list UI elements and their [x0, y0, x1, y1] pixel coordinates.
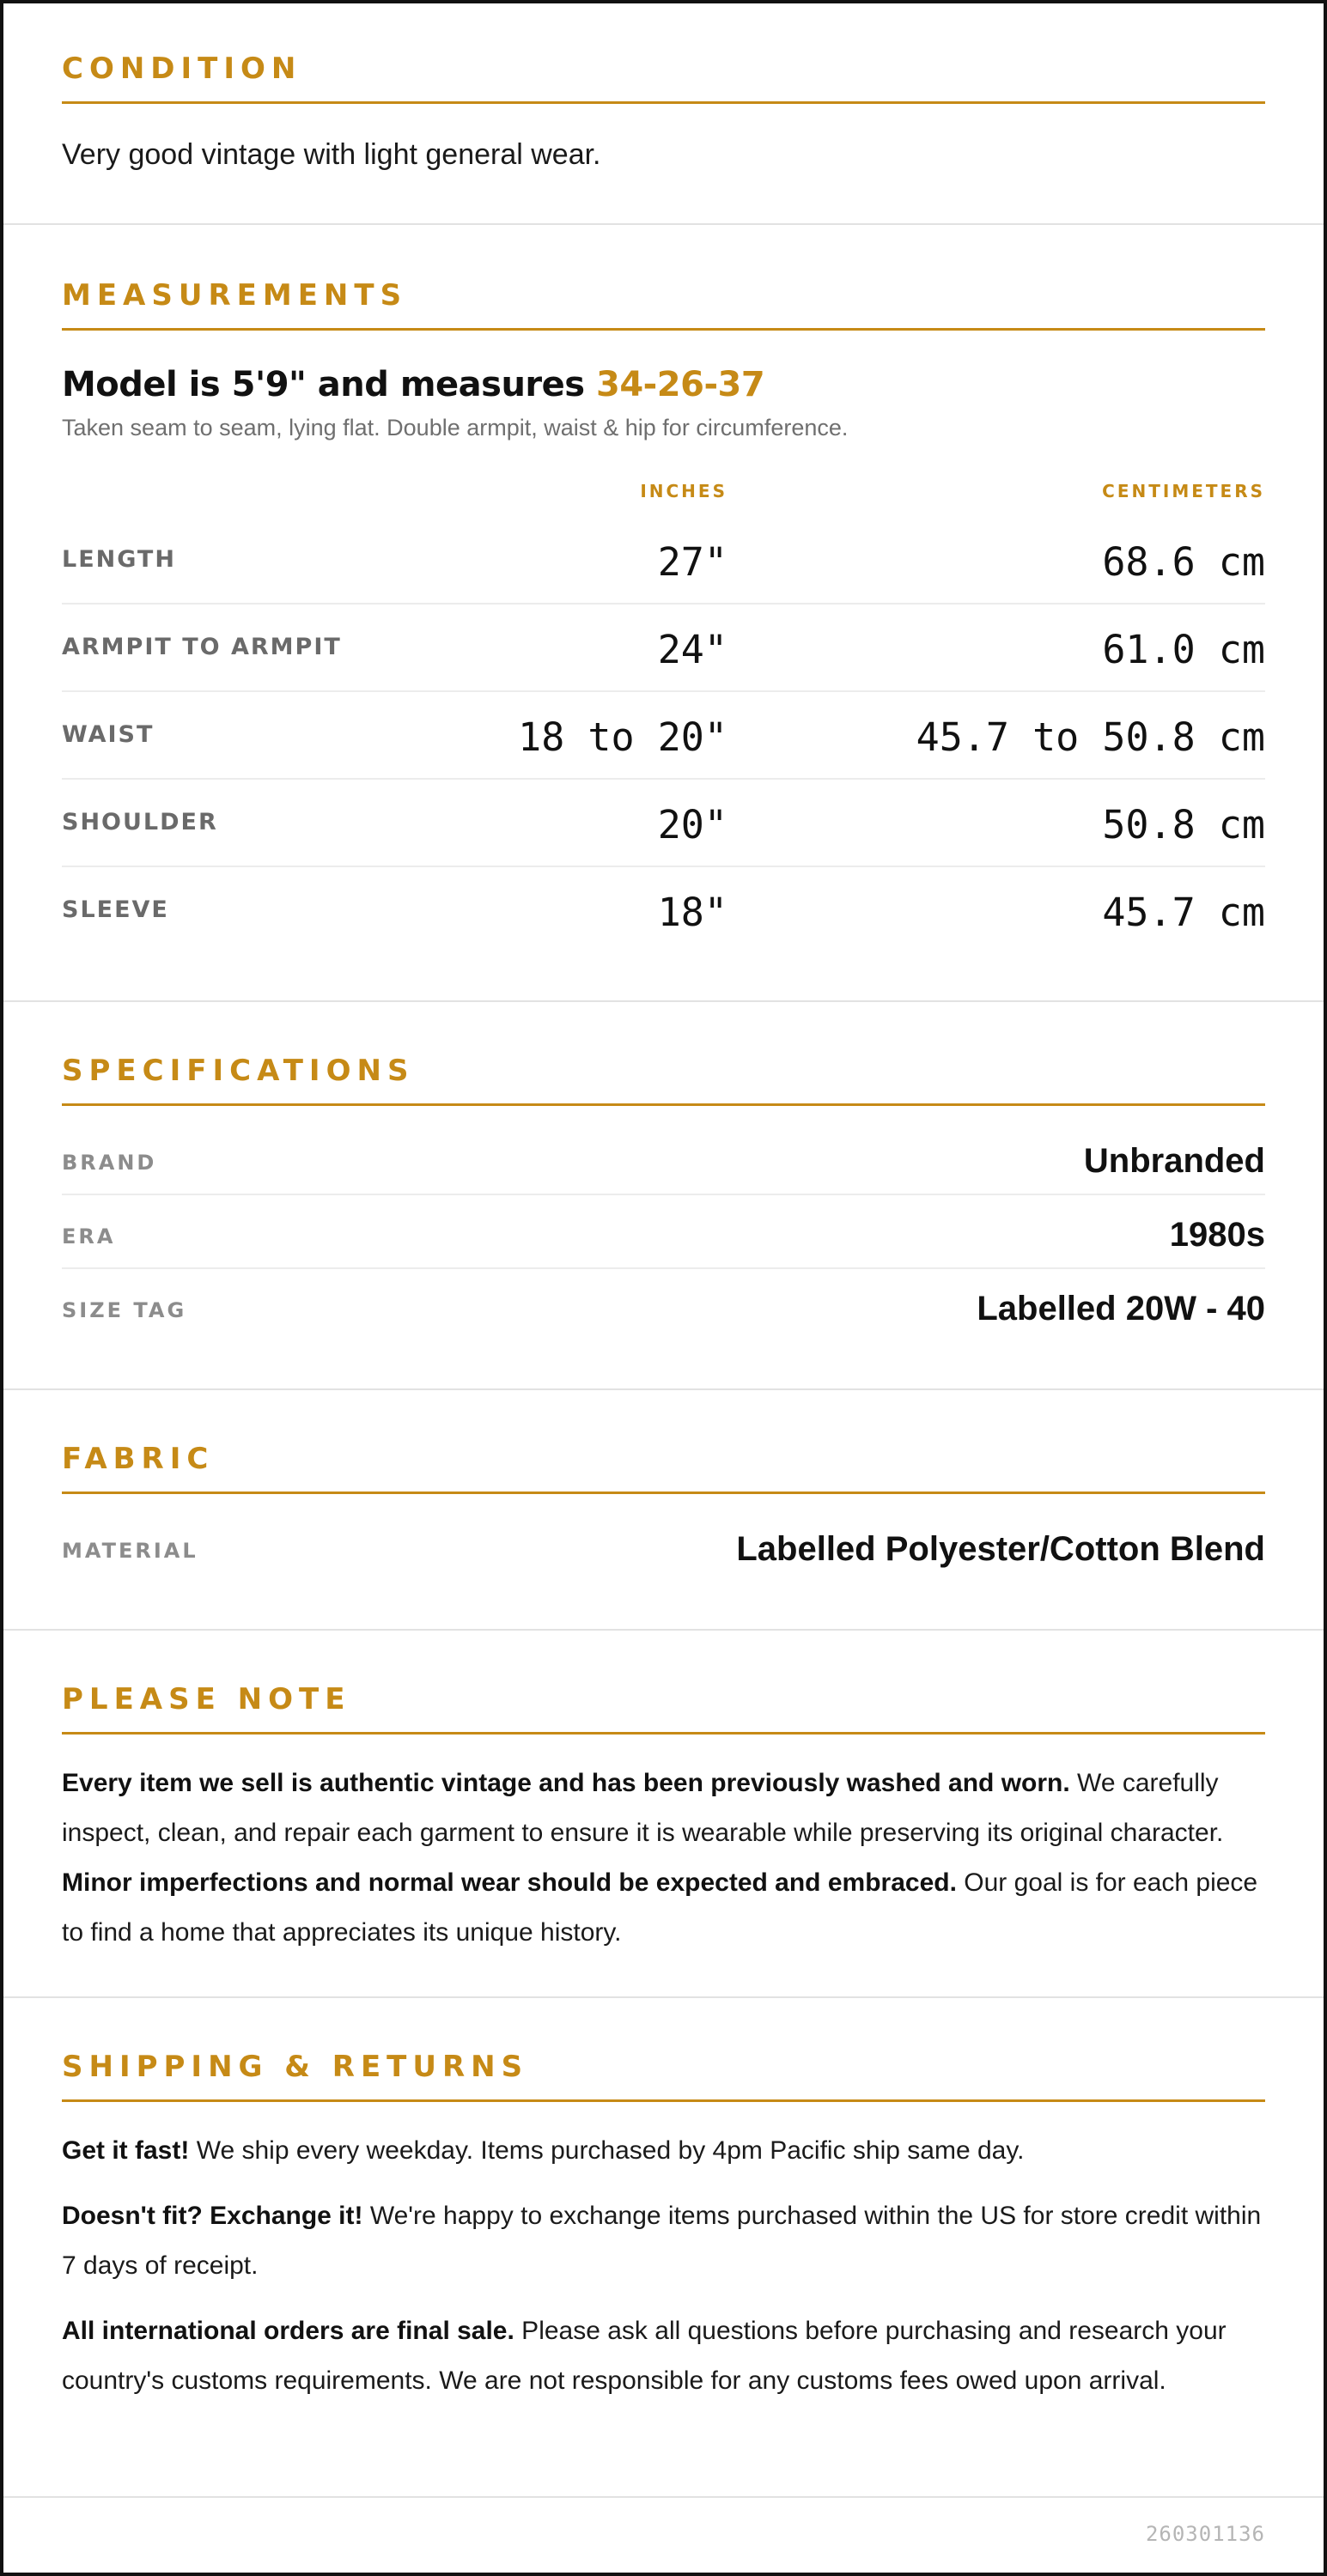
please-note-heading: PLEASE NOTE — [62, 1682, 1265, 1735]
note-bold-text: Minor imperfections and normal wear should be expected and embraced. — [62, 1868, 957, 1897]
footer — [3, 2498, 1324, 2573]
measurement-label: SLEEVE — [62, 896, 169, 923]
spec-row-brand — [62, 1121, 1265, 1195]
measurement-inches: 20" — [657, 802, 727, 848]
shipping-bold-text: Doesn't fit? Exchange it! — [62, 2202, 363, 2230]
measurement-label: WAIST — [62, 721, 155, 748]
measurement-row-sleeve — [62, 867, 1265, 955]
item-id: 260301136 — [1145, 2522, 1265, 2546]
note-text: Our goal is for each piece to find a home that appreciates its unique history. — [62, 1868, 1258, 1947]
exchange-paragraph — [62, 2191, 1265, 2291]
condition-section — [3, 3, 1324, 225]
shipping-paragraph — [62, 2126, 1265, 2176]
measurement-instructions: Taken seam to seam, lying flat. Double armpit, waist & hip for circumference. — [62, 415, 849, 440]
measurement-inches: 24" — [657, 627, 727, 672]
measurement-label: ARMPIT TO ARMPIT — [62, 634, 342, 660]
measurement-centimeters: 68.6 cm — [1102, 539, 1265, 585]
measurement-label: SHOULDER — [62, 809, 218, 835]
fabric-heading: FABRIC — [62, 1442, 1265, 1494]
spec-value: Labelled 20W - 40 — [977, 1290, 1265, 1327]
measurement-centimeters: 45.7 to 50.8 cm — [916, 714, 1265, 760]
spec-value: Labelled Polyester/Cotton Blend — [736, 1530, 1265, 1568]
international-paragraph — [62, 2306, 1265, 2406]
measurement-centimeters: 61.0 cm — [1102, 627, 1265, 672]
shipping-bold-text: All international orders are final sale. — [62, 2317, 514, 2345]
shipping-paragraphs — [62, 2126, 1265, 2406]
measurements-heading: MEASUREMENTS — [62, 278, 1265, 331]
please-note-paragraph — [62, 1759, 1265, 1958]
measurements-table — [62, 517, 1265, 955]
spec-row-era — [62, 1195, 1265, 1269]
measurement-row-length — [62, 517, 1265, 605]
spec-value: Unbranded — [1083, 1142, 1265, 1180]
specifications-list — [62, 1121, 1265, 1343]
specifications-section — [3, 1002, 1324, 1390]
spec-value: 1980s — [1169, 1216, 1265, 1254]
spec-label: MATERIAL — [62, 1539, 198, 1563]
condition-heading: CONDITION — [62, 52, 1265, 104]
measurement-centimeters: 50.8 cm — [1102, 802, 1265, 848]
model-info-prefix: Model is 5'9" and measures — [62, 365, 597, 404]
shipping-text: We ship every weekday. Items purchased by 4pm Pacific ship same day. — [189, 2136, 1025, 2165]
measurement-inches: 27" — [657, 539, 727, 585]
spec-row-material — [62, 1510, 1265, 1583]
fabric-section — [3, 1390, 1324, 1631]
spec-label: ERA — [62, 1224, 116, 1249]
please-note-section — [3, 1631, 1324, 1998]
measurement-inches: 18 to 20" — [518, 714, 727, 760]
specifications-heading: SPECIFICATIONS — [62, 1054, 1265, 1106]
centimeters-column-header: CENTIMETERS — [1102, 481, 1265, 501]
spec-label: BRAND — [62, 1151, 157, 1175]
measurement-centimeters: 45.7 cm — [1102, 890, 1265, 935]
model-info — [62, 365, 1265, 404]
measurement-row-shoulder — [62, 780, 1265, 867]
measurement-inches: 18" — [657, 890, 727, 935]
spec-row-size-tag — [62, 1269, 1265, 1343]
condition-text: Very good vintage with light general wear. — [62, 138, 601, 171]
inches-column-header: INCHES — [640, 481, 727, 501]
note-bold-text: Every item we sell is authentic vintage and has been previously washed and worn. — [62, 1769, 1070, 1797]
model-stats: 34-26-37 — [596, 365, 765, 404]
fabric-list — [62, 1510, 1265, 1583]
shipping-text: Please ask all questions before purchasing and research your country's customs requirements. We are not responsible for any customs fees owed upon arrival. — [62, 2317, 1227, 2395]
shipping-bold-text: Get it fast! — [62, 2136, 190, 2165]
shipping-heading: SHIPPING & RETURNS — [62, 2050, 1265, 2102]
note-text: We carefully inspect, clean, and repair each garment to ensure it is wearable while preserving its original character. — [62, 1769, 1224, 1847]
shipping-text: We're happy to exchange items purchased within the US for store credit within 7 days of receipt. — [62, 2202, 1262, 2280]
spec-label: SIZE TAG — [62, 1298, 187, 1322]
measurement-row-waist — [62, 692, 1265, 780]
shipping-returns-section — [3, 1998, 1324, 2498]
measurement-column-headers — [62, 465, 1265, 517]
measurement-row-armpit — [62, 605, 1265, 692]
measurement-label: LENGTH — [62, 546, 176, 573]
measurements-section — [3, 225, 1324, 1002]
